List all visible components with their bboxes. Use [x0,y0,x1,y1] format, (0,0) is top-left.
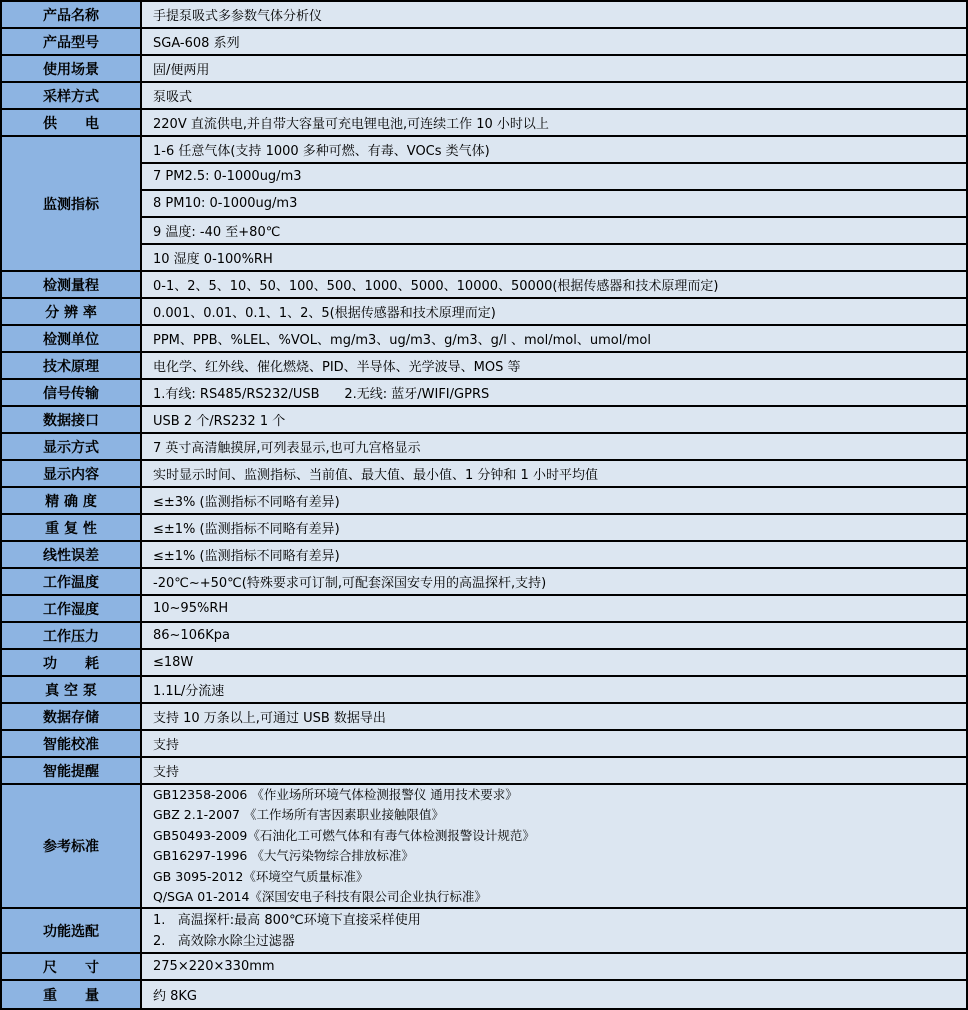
spec-value: 实时显示时间、监测指标、当前值、最大值、最小值、1 分钟和 1 小时平均值 [142,461,966,486]
spec-label: 重 复 性 [2,515,142,540]
row-signal-transmission [2,380,966,407]
spec-value: 1.有线: RS485/RS232/USB 2.无线: 蓝牙/WIFI/GPRS [142,380,966,405]
spec-value: 7 英寸高清触摸屏,可列表显示,也可九宫格显示 [142,434,966,459]
row-product-model [2,29,966,56]
row-operating-pressure [2,623,966,650]
row-accuracy [2,488,966,515]
spec-label: 尺 寸 [2,954,142,979]
spec-value: 0-1、2、5、10、50、100、500、1000、5000、10000、50000(根据传感器和技术原理而定) [142,272,966,297]
row-data-interface [2,407,966,434]
spec-value: 1.1L/分流速 [142,677,966,702]
row-resolution [2,299,966,326]
reference-standard-item: GB16297-1996 《大气污染物综合排放标准》 [153,848,414,863]
reference-standard-item: GB12358-2006 《作业场所环境气体检测报警仪 通用技术要求》 [153,786,518,802]
spec-value: PPM、PPB、%LEL、%VOL、mg/m3、ug/m3、g/m3、g/l 、mol/mol、umol/mol [142,326,966,351]
spec-label: 使用场景 [2,56,142,81]
spec-label: 功 耗 [2,650,142,675]
row-vacuum-pump [2,677,966,704]
row-optional-features [2,909,966,954]
row-linearity-error [2,542,966,569]
row-sampling-method [2,83,966,110]
monitor-indicator-item: 8 PM10: 0-1000ug/m3 [142,191,966,218]
row-technical-principle [2,353,966,380]
row-reference-standards [2,785,966,909]
spec-value: 0.001、0.01、0.1、1、2、5(根据传感器和技术原理而定) [142,299,966,324]
spec-label: 监测指标 [2,137,142,270]
spec-value: SGA-608 系列 [142,29,966,54]
spec-value: 86~106Kpa [142,623,966,648]
reference-standard-item: GB 3095-2012《环境空气质量标准》 [153,868,369,884]
row-repeatability [2,515,966,542]
spec-label: 智能校准 [2,731,142,756]
spec-label: 检测量程 [2,272,142,297]
spec-value: ≤18W [142,650,966,675]
spec-label: 工作压力 [2,623,142,648]
spec-value: ≤±3% (监测指标不同略有差异) [142,488,966,513]
spec-label: 数据接口 [2,407,142,432]
spec-value: 10~95%RH [142,596,966,621]
reference-standard-item: GB50493-2009《石油化工可燃气体和有毒气体检测报警设计规范》 [153,827,535,843]
spec-value: 支持 10 万条以上,可通过 USB 数据导出 [142,704,966,729]
row-display-content [2,461,966,488]
spec-label: 重 量 [2,981,142,1008]
row-detection-range [2,272,966,299]
spec-value: -20℃~+50℃(特殊要求可订制,可配套深国安专用的高温探杆,支持) [142,569,966,594]
spec-label: 供 电 [2,110,142,135]
reference-standard-list [142,785,966,907]
monitor-indicator-item: 10 湿度 0-100%RH [153,252,273,267]
spec-label: 工作温度 [2,569,142,594]
spec-value: 275×220×330mm [142,954,966,979]
monitor-indicator-item: 1-6 任意气体(支持 1000 多种可燃、有毒、VOCs 类气体) [142,137,966,164]
spec-value: 支持 [142,731,966,756]
spec-label: 检测单位 [2,326,142,351]
spec-label: 真 空 泵 [2,677,142,702]
spec-value: ≤±1% (监测指标不同略有差异) [142,515,966,540]
row-monitor-indicators [2,137,966,272]
row-data-storage [2,704,966,731]
spec-value: ≤±1% (监测指标不同略有差异) [142,542,966,567]
spec-label: 产品型号 [2,29,142,54]
monitor-indicator-list [142,137,966,270]
spec-value: USB 2 个/RS232 1 个 [142,407,966,432]
spec-value: 手提泵吸式多参数气体分析仪 [142,2,966,27]
spec-value: 电化学、红外线、催化燃烧、PID、半导体、光学波导、MOS 等 [142,353,966,378]
spec-label: 工作湿度 [2,596,142,621]
row-smart-reminder [2,758,966,785]
monitor-indicator-item: 7 PM2.5: 0-1000ug/m3 [142,164,966,191]
spec-label: 功能选配 [2,909,142,952]
spec-label: 显示方式 [2,434,142,459]
spec-value: 220V 直流供电,并自带大容量可充电锂电池,可连续工作 10 小时以上 [142,110,966,135]
spec-label: 采样方式 [2,83,142,108]
row-power-consumption [2,650,966,677]
row-operating-temperature [2,569,966,596]
spec-label: 产品名称 [2,2,142,27]
row-operating-humidity [2,596,966,623]
spec-label: 技术原理 [2,353,142,378]
spec-value: 泵吸式 [142,83,966,108]
row-power-supply [2,110,966,137]
spec-value: 固/便两用 [142,56,966,81]
spec-value: 约 8KG [142,981,966,1008]
spec-label: 精 确 度 [2,488,142,513]
row-display-mode [2,434,966,461]
spec-label: 数据存储 [2,704,142,729]
reference-standard-item: GBZ 2.1-2007 《工作场所有害因素职业接触限值》 [153,807,444,822]
reference-standard-item: Q/SGA 01-2014《深国安电子科技有限公司企业执行标准》 [153,889,487,904]
monitor-indicator-item: 9 温度: -40 至+80℃ [142,218,966,245]
spec-value: 支持 [142,758,966,783]
row-product-name [2,2,966,29]
row-usage-scene [2,56,966,83]
spec-label: 显示内容 [2,461,142,486]
optional-feature-item: 2. 高效除水除尘过滤器 [153,933,295,949]
row-dimensions [2,954,966,981]
optional-feature-item: 1. 高温探杆:最高 800℃环境下直接采样使用 [153,912,421,928]
spec-label: 线性误差 [2,542,142,567]
row-weight [2,981,966,1008]
optional-feature-list [142,909,966,952]
row-detection-units [2,326,966,353]
spec-label: 分 辨 率 [2,299,142,324]
spec-label: 信号传输 [2,380,142,405]
spec-label: 参考标准 [2,785,142,907]
row-smart-calibration [2,731,966,758]
spec-label: 智能提醒 [2,758,142,783]
